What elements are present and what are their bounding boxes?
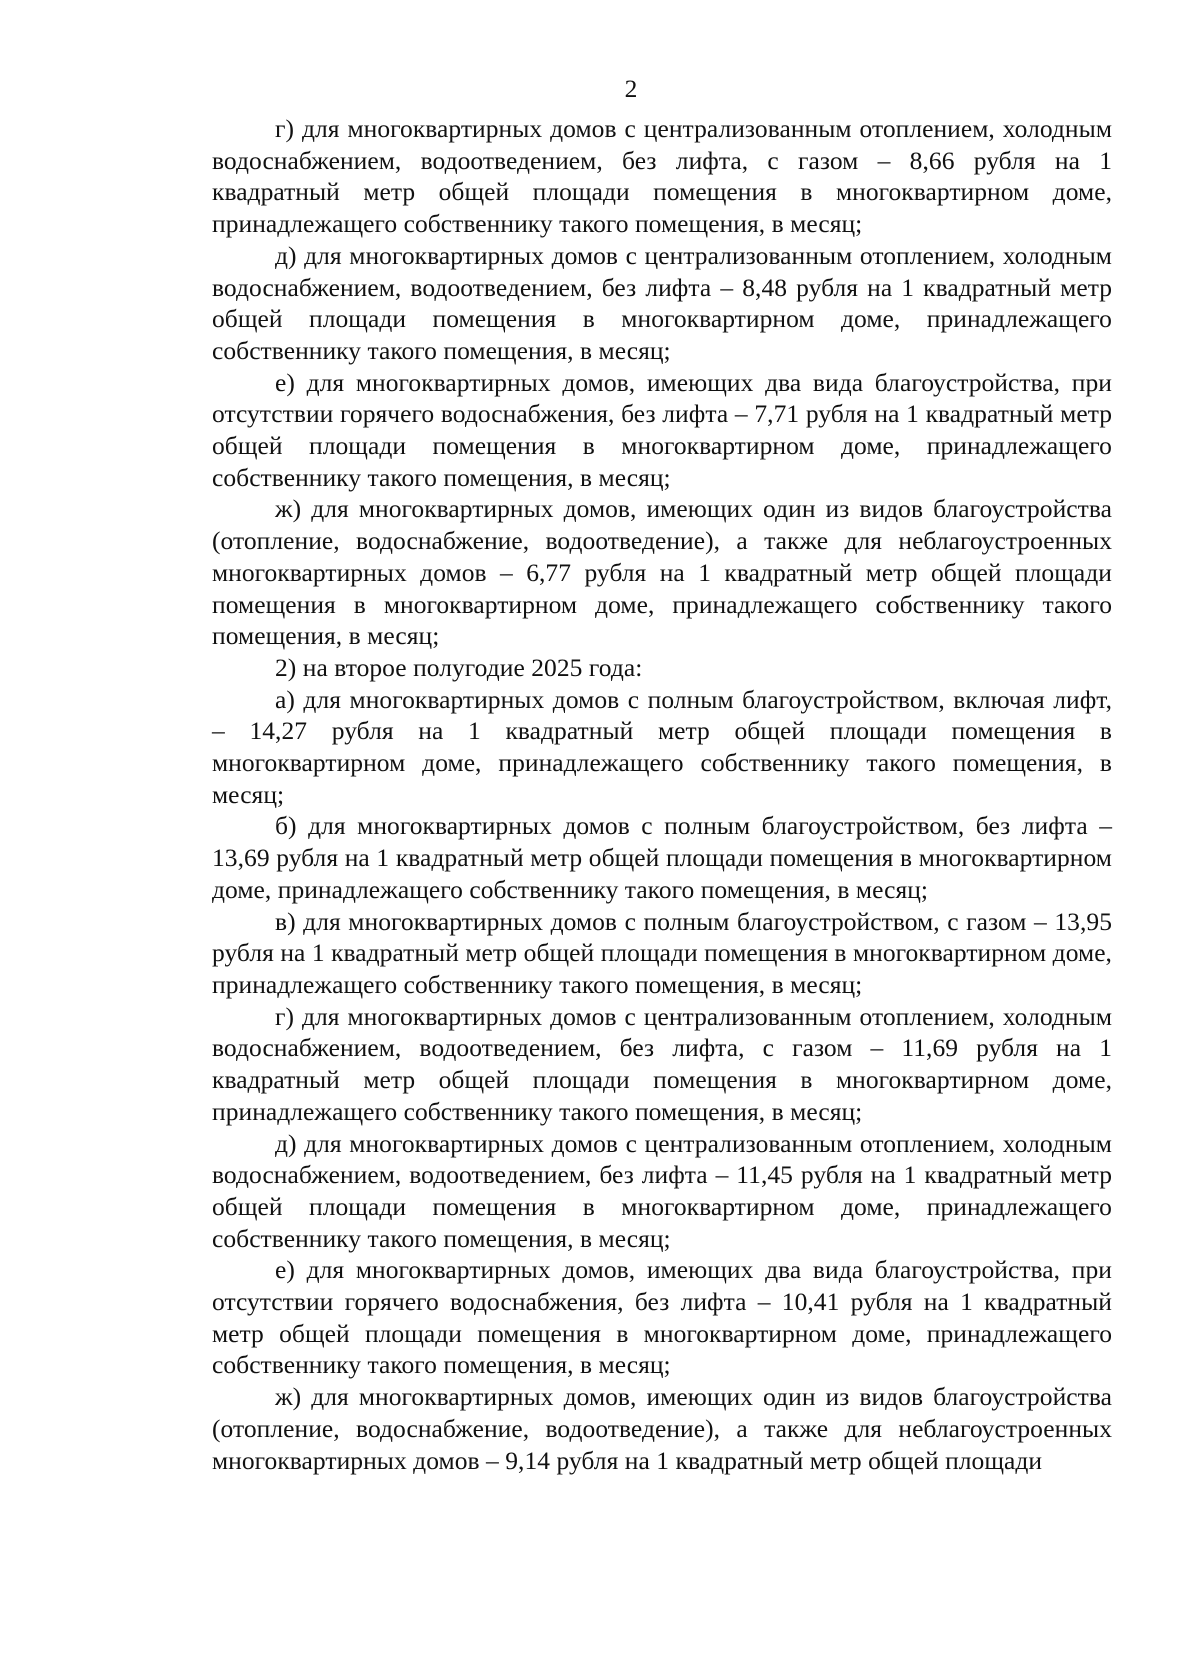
paragraph-1zh-one-amenity: ж) для многоквартирных домов, имеющих один из видов благоустройства (отопление, водоснабжение, водоотведение), а также для неблагоустроенных многоквартирных домов – 6,77 рубля на 1 квадратный метр общей площади помещения в многоквартирном доме, принадлежащего собственнику такого помещения, в месяц;: [212, 494, 1112, 651]
paragraph-2-second-half-2025: 2) на второе полугодие 2025 года:: [275, 652, 643, 682]
paragraph-2zh-one-amenity: ж) для многоквартирных домов, имеющих один из видов благоустройства (отопление, водоснабжение, водоотведение), а также для неблагоустроенных многоквартирных домов – 9,14 рубля на 1 квадратный метр общей площади: [212, 1382, 1112, 1475]
page-number: 2: [624, 74, 638, 103]
document-body: [212, 113, 1112, 1476]
paragraph-2v-full-with-gas: в) для многоквартирных домов с полным благоустройством, с газом – 13,95 рубля на 1 квадратный метр общей площади помещения в многоквартирном доме, принадлежащего собственнику такого помещения, в месяц;: [212, 906, 1112, 999]
paragraph-2g-gas-centralized-heating: г) для многоквартирных домов с централизованным отоплением, холодным водоснабжением, водоотведением, без лифта, с газом – 11,69 рубля на 1 квадратный метр общей площади помещения в многоквартирном доме, принадлежащего собственнику такого помещения, в месяц;: [212, 1001, 1112, 1126]
paragraph-2e-two-amenities: е) для многоквартирных домов, имеющих два вида благоустройства, при отсутствии горячего водоснабжения, без лифта – 10,41 рубля на 1 квадратный метр общей площади помещения в многоквартирном доме, принадлежащего собственнику такого помещения, в месяц;: [212, 1255, 1112, 1380]
paragraph-1e-two-amenities: е) для многоквартирных домов, имеющих два вида благоустройства, при отсутствии горячего водоснабжения, без лифта – 7,71 рубля на 1 квадратный метр общей площади помещения в многоквартирном доме, принадлежащего собственнику такого помещения, в месяц;: [212, 367, 1112, 492]
paragraph-2a-full-with-lift: а) для многоквартирных домов с полным благоустройством, включая лифт, – 14,27 рубля на 1 квадратный метр общей площади помещения в многоквартирном доме, принадлежащего собственнику такого помещения, в месяц;: [212, 684, 1112, 809]
paragraph-1g-gas-centralized-heating: г) для многоквартирных домов с централизованным отоплением, холодным водоснабжением, водоотведением, без лифта, с газом – 8,66 рубля на 1 квадратный метр общей площади помещения в многоквартирном доме, принадлежащего собственнику такого помещения, в месяц;: [212, 114, 1112, 239]
paragraph-2b-full-without-lift: б) для многоквартирных домов с полным благоустройством, без лифта – 13,69 рубля на 1 квадратный метр общей площади помещения в многоквартирном доме, принадлежащего собственнику такого помещения, в месяц;: [212, 811, 1112, 904]
paragraph-2d-centralized-heating: д) для многоквартирных домов с централизованным отоплением, холодным водоснабжением, водоотведением, без лифта – 11,45 рубля на 1 квадратный метр общей площади помещения в многоквартирном доме, принадлежащего собственнику такого помещения, в месяц;: [212, 1128, 1112, 1253]
paragraph-1d-centralized-heating: д) для многоквартирных домов с централизованным отоплением, холодным водоснабжением, водоотведением, без лифта – 8,48 рубля на 1 квадратный метр общей площади помещения в многоквартирном доме, принадлежащего собственнику такого помещения, в месяц;: [212, 240, 1112, 365]
